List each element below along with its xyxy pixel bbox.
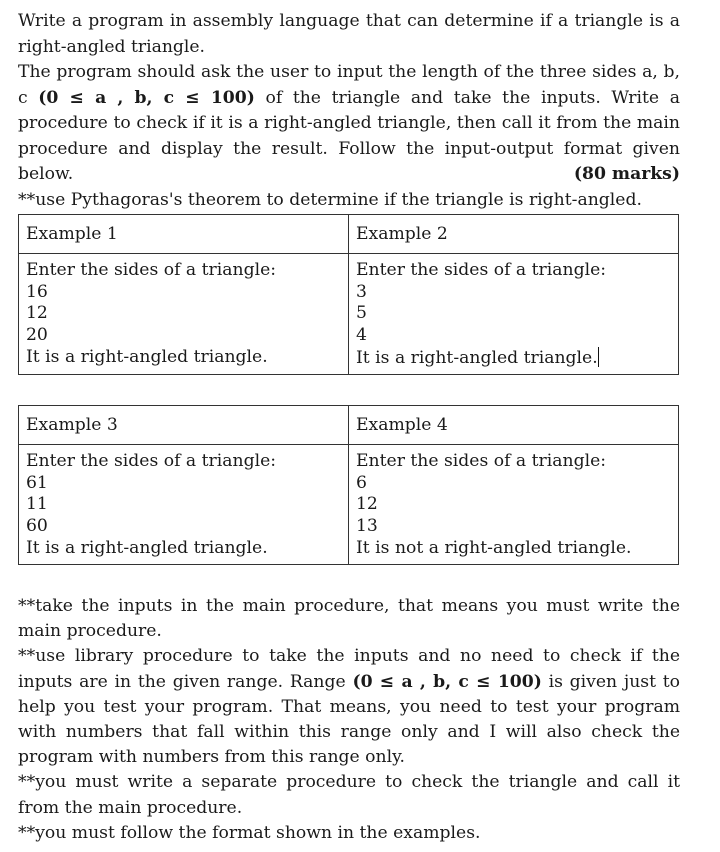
intro-line-1: Write a program in assembly language that can determine if a triangle is a right-angled triangle.: [18, 11, 680, 57]
notes-section: [18, 594, 680, 846]
example-body: [19, 254, 349, 375]
problem-statement: [18, 9, 680, 213]
examples-table-2: [18, 405, 679, 565]
example-input: 12: [26, 303, 48, 324]
example-input: 6: [356, 472, 367, 493]
note-1: **take the inputs in the main procedure, that means you must write the main procedure.: [18, 596, 680, 642]
example-result-line: [356, 347, 678, 370]
note-2: [18, 644, 680, 770]
example-result: It is not a right-angled triangle.: [356, 537, 632, 558]
example-result: It is a right-angled triangle.: [356, 347, 598, 368]
note-3: **you must write a separate procedure to check the triangle and call it from the main procedure.: [18, 772, 680, 818]
example-input: 20: [26, 325, 48, 346]
example-input: 3: [356, 281, 367, 302]
note-2-start: **use library procedure to take the inputs and no need to check if the inputs are in the given range. Range: [18, 646, 680, 692]
example-input: 61: [26, 472, 48, 493]
example-result: It is a right-angled triangle.: [26, 346, 268, 367]
text-cursor: [598, 347, 599, 367]
intro-line-2: [18, 60, 680, 188]
example-input: 60: [26, 516, 48, 537]
example-prompt: Enter the sides of a triangle:: [356, 260, 607, 280]
example-body: [19, 445, 349, 565]
examples-table-1: [18, 214, 679, 375]
example-input: 11: [26, 494, 48, 515]
example-body: [349, 254, 679, 375]
note-4: **you must follow the format shown in the examples.: [18, 822, 481, 843]
example-title: Example 3: [19, 406, 349, 445]
note-2-end: is given just to help you test your program. That means, you need to test your program with numbers that fall within this range only and I will also check the program with numbers from this range only.: [18, 671, 680, 768]
example-input: 13: [356, 516, 378, 537]
example-title: Example 4: [349, 406, 679, 445]
input-range: (0 ≤ a , b, c ≤ 100): [38, 87, 255, 108]
example-input: 16: [26, 281, 48, 302]
example-prompt: Enter the sides of a triangle:: [26, 451, 277, 471]
marks-label: (80 marks): [573, 164, 680, 184]
example-body: [349, 445, 679, 565]
example-prompt: Enter the sides of a triangle:: [356, 451, 607, 471]
example-input: 4: [356, 325, 367, 346]
example-input: 12: [356, 494, 378, 515]
input-range: (0 ≤ a , b, c ≤ 100): [352, 671, 542, 692]
example-prompt: Enter the sides of a triangle:: [26, 260, 277, 280]
example-input: 5: [356, 303, 367, 324]
example-title: Example 1: [19, 215, 349, 254]
example-result: It is a right-angled triangle.: [26, 537, 268, 558]
intro-line-3: **use Pythagoras's theorem to determine if the triangle is right-angled.: [18, 189, 642, 210]
intro-line-2-start: The program should ask the user to input the length of the three sides a, b, c: [18, 62, 680, 108]
intro-line-2-end: of the triangle and take the inputs. Write a procedure to check if it is a right-angled triangle, then call it from the main procedure and display the result. Follow the input-output format given below.: [18, 87, 680, 184]
example-title: Example 2: [349, 215, 679, 254]
